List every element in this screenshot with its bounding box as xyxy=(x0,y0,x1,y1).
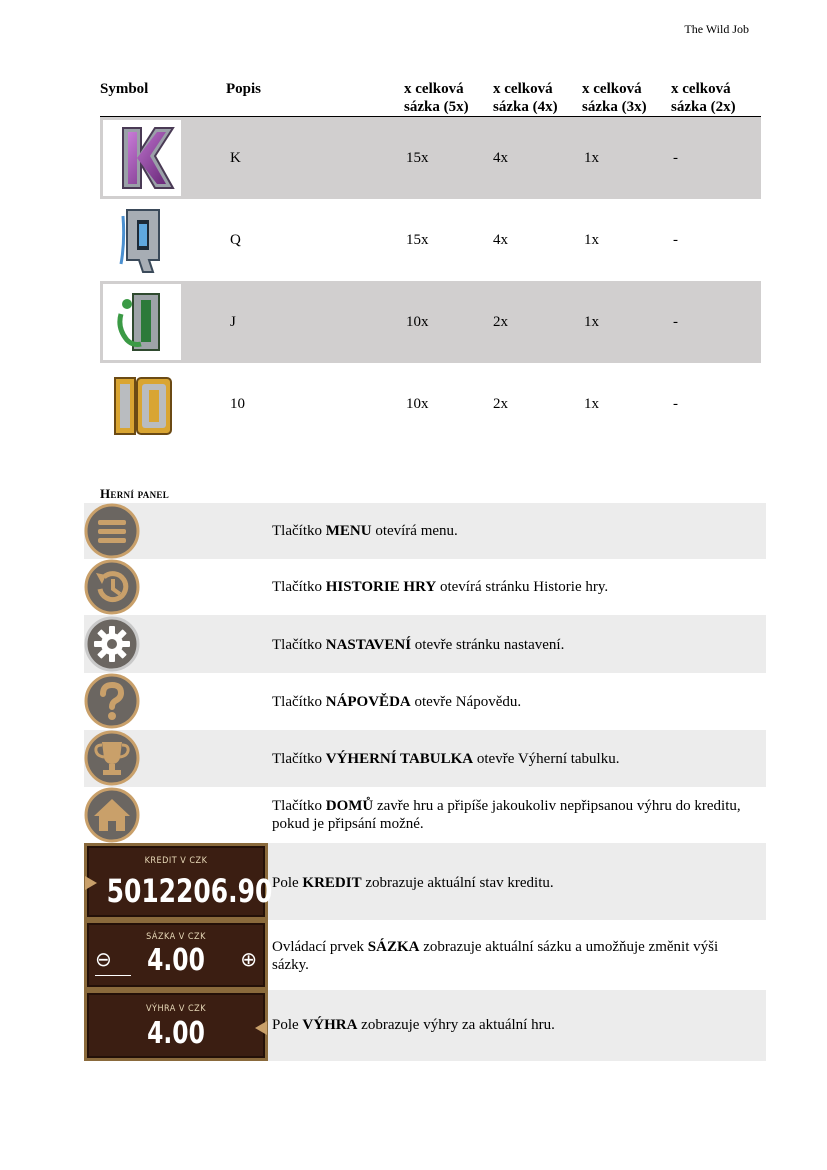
row-pay-3: 1x xyxy=(584,232,599,248)
row-pay-4: 4x xyxy=(493,232,508,248)
document-header-title: The Wild Job xyxy=(684,22,749,36)
col-pay-3: x celková sázka (3x) xyxy=(582,81,647,115)
home-icon xyxy=(84,787,140,843)
arrow-right-icon xyxy=(85,876,97,890)
panel-row xyxy=(84,559,766,615)
col-pay-4: x celková sázka (4x) xyxy=(493,81,558,115)
k-symbol-icon xyxy=(103,120,181,196)
paytable-row xyxy=(100,363,761,445)
row-pay-5: 15x xyxy=(406,150,429,166)
row-pay-2: - xyxy=(673,232,678,248)
row-desc: 10 xyxy=(230,396,245,412)
paytable-row xyxy=(100,117,761,199)
row-pay-4: 2x xyxy=(493,314,508,330)
panel-desc: Tlačítko VÝHERNÍ TABULKA otevře Výherní tabulku. xyxy=(272,751,620,767)
row-pay-4: 2x xyxy=(493,396,508,412)
panel-row xyxy=(84,787,766,843)
row-desc: J xyxy=(230,314,236,330)
row-pay-2: - xyxy=(673,314,678,330)
row-pay-3: 1x xyxy=(584,150,599,166)
paytable-header xyxy=(100,80,761,117)
paytable-row xyxy=(100,281,761,363)
row-pay-2: - xyxy=(673,396,678,412)
trophy-icon xyxy=(84,730,140,786)
credit-display xyxy=(84,843,273,920)
col-pay-2: x celková sázka (2x) xyxy=(671,81,736,115)
panel-desc: Tlačítko NASTAVENÍ otevře stránku nastavení. xyxy=(272,637,565,653)
panel-row xyxy=(84,990,766,1061)
panel-desc: Pole KREDIT zobrazuje aktuální stav kreditu. xyxy=(272,875,554,891)
ten-symbol-icon xyxy=(103,366,181,442)
row-desc: Q xyxy=(230,232,241,248)
win-value: 4.00 xyxy=(147,1016,205,1051)
row-pay-5: 15x xyxy=(406,232,429,248)
panel-row xyxy=(84,673,766,730)
bet-underline xyxy=(95,975,131,976)
panel-row xyxy=(84,615,766,673)
win-display xyxy=(84,990,268,1061)
row-pay-4: 4x xyxy=(493,150,508,166)
section-title-panel: Herní panel xyxy=(100,486,170,501)
panel-row xyxy=(84,730,766,787)
row-desc: K xyxy=(230,150,241,166)
bet-increase-button[interactable]: ⊕ xyxy=(240,947,257,971)
panel-desc: Ovládací prvek SÁZKA zobrazuje aktuální sázku a umožňuje změnit výši sázky. xyxy=(272,939,719,973)
menu-icon xyxy=(84,503,140,559)
bet-label: SÁZKA V CZK xyxy=(146,932,206,942)
panel-row xyxy=(84,843,766,920)
history-icon xyxy=(84,559,140,615)
gear-icon xyxy=(84,616,140,672)
bet-decrease-button[interactable]: ⊖ xyxy=(95,947,112,971)
panel-desc: Pole VÝHRA zobrazuje výhry za aktuální hru. xyxy=(272,1017,555,1033)
help-icon xyxy=(84,673,140,729)
win-label: VÝHRA V CZK xyxy=(145,1004,207,1014)
paytable-row xyxy=(100,199,761,281)
row-pay-3: 1x xyxy=(584,314,599,330)
panel-desc: Tlačítko DOMŮ zavře hru a připíše jakoukoliv nepřipsanou výhru do kreditu, pokud je připsání možné. xyxy=(272,798,741,832)
bet-display xyxy=(84,920,268,990)
row-pay-5: 10x xyxy=(406,396,429,412)
j-symbol-icon xyxy=(103,284,181,360)
row-pay-3: 1x xyxy=(584,396,599,412)
credit-value: 5012206.90 xyxy=(106,872,273,910)
panel-desc: Tlačítko HISTORIE HRY otevírá stránku Historie hry. xyxy=(272,579,609,595)
col-desc: Popis xyxy=(226,81,262,97)
panel-desc: Tlačítko MENU otevírá menu. xyxy=(272,523,458,539)
row-pay-2: - xyxy=(673,150,678,166)
col-pay-5: x celková sázka (5x) xyxy=(404,81,469,115)
q-symbol-icon xyxy=(103,202,181,278)
col-symbol: Symbol xyxy=(100,81,149,97)
panel-row xyxy=(84,503,766,559)
panel-desc: Tlačítko NÁPOVĚDA otevře Nápovědu. xyxy=(272,694,522,710)
arrow-left-icon xyxy=(255,1021,267,1035)
credit-label: KREDIT V CZK xyxy=(144,856,208,866)
bet-value: 4.00 xyxy=(147,943,205,978)
panel-row xyxy=(84,920,766,990)
row-pay-5: 10x xyxy=(406,314,429,330)
